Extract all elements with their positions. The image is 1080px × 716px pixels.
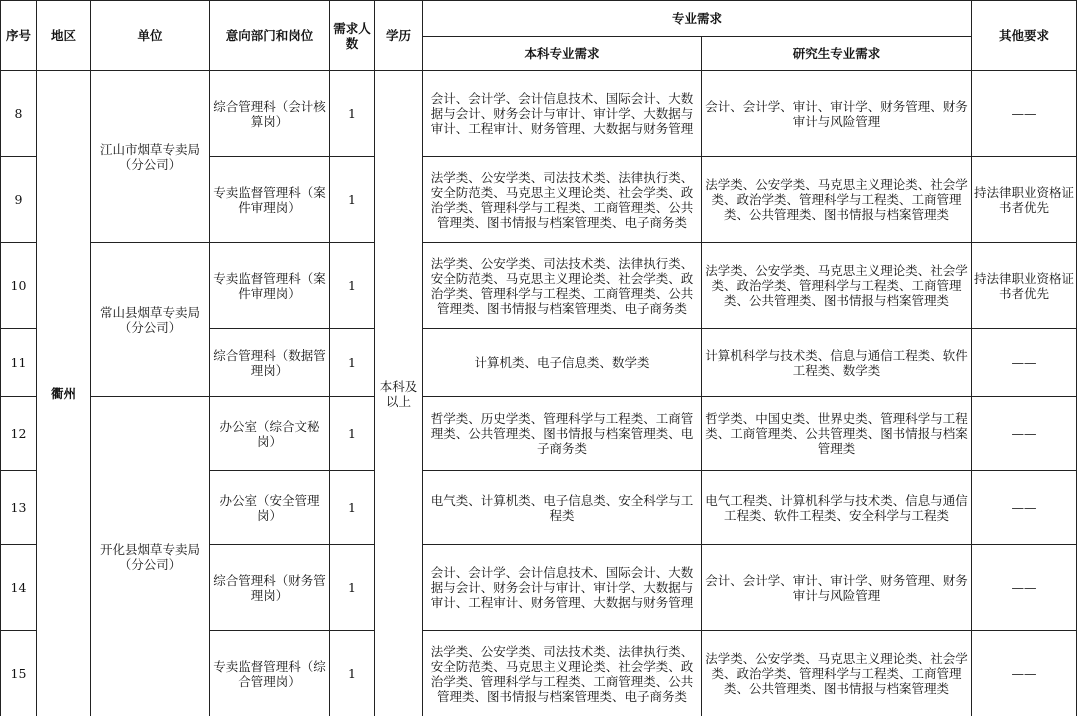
other-cell: —— bbox=[972, 545, 1077, 631]
count-cell: 1 bbox=[330, 329, 375, 397]
undergrad-cell: 会计、会计学、会计信息技术、国际会计、大数据与会计、财务会计与审计、审计学、大数据与审计、工程审计、财务管理、大数据与财务管理 bbox=[423, 545, 702, 631]
graduate-cell: 法学类、公安学类、马克思主义理论类、社会学类、政治学类、管理科学与工程类、工商管理类、公共管理类、图书情报与档案管理类 bbox=[702, 157, 972, 243]
graduate-cell: 电气工程类、计算机科学与技术类、信息与通信工程类、软件工程类、安全科学与工程类 bbox=[702, 471, 972, 545]
unit-cell-changshan: 常山县烟草专卖局（分公司） bbox=[91, 243, 210, 397]
undergrad-cell: 法学类、公安学类、司法技术类、法律执行类、安全防范类、马克思主义理论类、社会学类、政治学类、管理科学与工程类、工商管理类、公共管理类、图书情报与档案管理类、电子商务类 bbox=[423, 631, 702, 716]
header-undergrad: 本科专业需求 bbox=[423, 37, 702, 71]
dept-post-cell: 综合管理科（会计核算岗） bbox=[210, 71, 330, 157]
header-index: 序号 bbox=[1, 1, 37, 71]
education-cell: 本科及以上 bbox=[375, 71, 423, 716]
header-education: 学历 bbox=[375, 1, 423, 71]
row-index: 15 bbox=[1, 631, 37, 716]
other-cell: —— bbox=[972, 71, 1077, 157]
header-dept-post: 意向部门和岗位 bbox=[210, 1, 330, 71]
graduate-cell: 哲学类、中国史类、世界史类、管理科学与工程类、工商管理类、公共管理类、图书情报与档案管理类 bbox=[702, 397, 972, 471]
dept-post-cell: 专卖监督管理科（综合管理岗） bbox=[210, 631, 330, 716]
other-cell: 持法律职业资格证书者优先 bbox=[972, 157, 1077, 243]
row-index: 14 bbox=[1, 545, 37, 631]
dept-post-cell: 综合管理科（数据管理岗） bbox=[210, 329, 330, 397]
count-cell: 1 bbox=[330, 157, 375, 243]
undergrad-cell: 计算机类、电子信息类、数学类 bbox=[423, 329, 702, 397]
row-index: 13 bbox=[1, 471, 37, 545]
dept-post-cell: 办公室（综合文秘岗） bbox=[210, 397, 330, 471]
table-row bbox=[1, 243, 1077, 329]
header-unit: 单位 bbox=[91, 1, 210, 71]
row-index: 10 bbox=[1, 243, 37, 329]
dept-post-cell: 专卖监督管理科（案件审理岗） bbox=[210, 243, 330, 329]
unit-cell-kaihua: 开化县烟草专卖局（分公司） bbox=[91, 397, 210, 716]
count-cell: 1 bbox=[330, 397, 375, 471]
undergrad-cell: 法学类、公安学类、司法技术类、法律执行类、安全防范类、马克思主义理论类、社会学类、政治学类、管理科学与工程类、工商管理类、公共管理类、图书情报与档案管理类、电子商务类 bbox=[423, 157, 702, 243]
other-cell: 持法律职业资格证书者优先 bbox=[972, 243, 1077, 329]
row-index: 8 bbox=[1, 71, 37, 157]
table-row bbox=[1, 71, 1077, 157]
unit-cell-jiangshan: 江山市烟草专卖局（分公司） bbox=[91, 71, 210, 243]
header-other: 其他要求 bbox=[972, 1, 1077, 71]
header-count: 需求人数 bbox=[330, 1, 375, 71]
dept-post-cell: 专卖监督管理科（案件审理岗） bbox=[210, 157, 330, 243]
other-cell: —— bbox=[972, 631, 1077, 716]
table-row bbox=[1, 397, 1077, 471]
graduate-cell: 会计、会计学、审计、审计学、财务管理、财务审计与风险管理 bbox=[702, 71, 972, 157]
count-cell: 1 bbox=[330, 71, 375, 157]
graduate-cell: 会计、会计学、审计、审计学、财务管理、财务审计与风险管理 bbox=[702, 545, 972, 631]
header-region: 地区 bbox=[37, 1, 91, 71]
other-cell: —— bbox=[972, 471, 1077, 545]
undergrad-cell: 法学类、公安学类、司法技术类、法律执行类、安全防范类、马克思主义理论类、社会学类、政治学类、管理科学与工程类、工商管理类、公共管理类、图书情报与档案管理类、电子商务类 bbox=[423, 243, 702, 329]
dept-post-cell: 办公室（安全管理岗） bbox=[210, 471, 330, 545]
other-cell: —— bbox=[972, 329, 1077, 397]
region-cell: 衢州 bbox=[37, 71, 91, 716]
row-index: 9 bbox=[1, 157, 37, 243]
count-cell: 1 bbox=[330, 243, 375, 329]
undergrad-cell: 会计、会计学、会计信息技术、国际会计、大数据与会计、财务会计与审计、审计学、大数据与审计、工程审计、财务管理、大数据与财务管理 bbox=[423, 71, 702, 157]
count-cell: 1 bbox=[330, 471, 375, 545]
other-cell: —— bbox=[972, 397, 1077, 471]
graduate-cell: 法学类、公安学类、马克思主义理论类、社会学类、政治学类、管理科学与工程类、工商管理类、公共管理类、图书情报与档案管理类 bbox=[702, 243, 972, 329]
undergrad-cell: 电气类、计算机类、电子信息类、安全科学与工程类 bbox=[423, 471, 702, 545]
count-cell: 1 bbox=[330, 631, 375, 716]
header-major-group: 专业需求 bbox=[423, 1, 972, 37]
undergrad-cell: 哲学类、历史学类、管理科学与工程类、工商管理类、公共管理类、图书情报与档案管理类、电子商务类 bbox=[423, 397, 702, 471]
row-index: 12 bbox=[1, 397, 37, 471]
graduate-cell: 计算机科学与技术类、信息与通信工程类、软件工程类、数学类 bbox=[702, 329, 972, 397]
header-graduate: 研究生专业需求 bbox=[702, 37, 972, 71]
dept-post-cell: 综合管理科（财务管理岗） bbox=[210, 545, 330, 631]
count-cell: 1 bbox=[330, 545, 375, 631]
graduate-cell: 法学类、公安学类、马克思主义理论类、社会学类、政治学类、管理科学与工程类、工商管理类、公共管理类、图书情报与档案管理类 bbox=[702, 631, 972, 716]
row-index: 11 bbox=[1, 329, 37, 397]
